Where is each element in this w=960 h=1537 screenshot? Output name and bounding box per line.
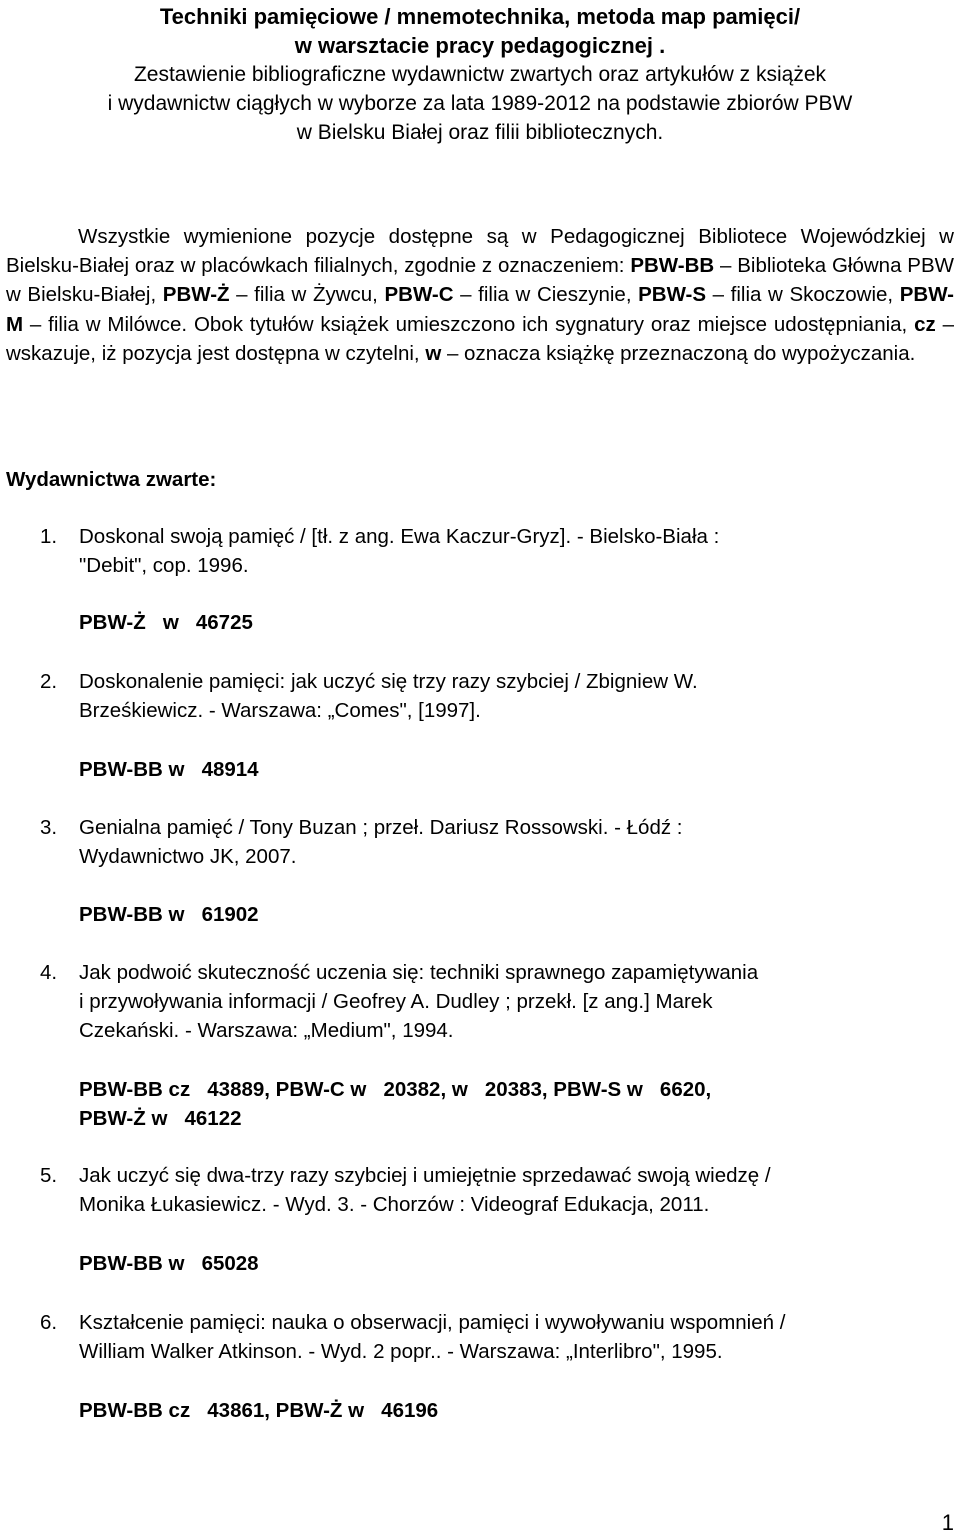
citation-line: Monika Łukasiewicz. - Wyd. 3. - Chorzów : Videograf Edukacja, 2011. bbox=[79, 1193, 710, 1217]
entry-locations bbox=[79, 1249, 959, 1278]
document-title-line: Techniki pamięciowe / mnemotechnika, metoda map pamięci/ bbox=[159, 4, 801, 29]
location-line: PBW-BB w 61902 bbox=[79, 903, 259, 926]
intro-text: – filia w Skoczowie, bbox=[706, 283, 900, 307]
document-header bbox=[10, 2, 950, 147]
entry-citation bbox=[79, 1161, 959, 1219]
citation-line: i przywoływania informacji / Geofrey A. Dudley ; przekł. [z ang.] Marek bbox=[79, 990, 713, 1014]
intro-text: – filia w Milówce. Obok tytułów książek umieszczono ich sygnatury oraz miejsce udostępniania, bbox=[23, 312, 915, 336]
citation-line: Genialna pamięć / Tony Buzan ; przeł. Dariusz Rossowski. - Łódź : bbox=[79, 816, 683, 839]
intro-text: Wszystkie wymienione pozycje dostępne są w Pedagogicznej Bibliotece Wojewódzkiej w Bielsku-Białej oraz w placówkach filialnych, zgodnie z oznaczeniem: bbox=[6, 225, 954, 278]
code-pbw-z: PBW-Ż bbox=[162, 283, 230, 307]
citation-line: Wydawnictwo JK, 2007. bbox=[79, 845, 297, 869]
entry-locations bbox=[79, 1075, 959, 1133]
code-w: w bbox=[425, 341, 442, 365]
entry-number: 2. bbox=[40, 670, 58, 693]
entry-number: 4. bbox=[40, 961, 58, 984]
location-line: PBW-BB cz 43889, PBW-C w 20382, w 20383, PBW-S w 6620, bbox=[79, 1078, 712, 1101]
document-subtitle-line: w Bielsku Białej oraz filii bibliotecznych. bbox=[296, 121, 664, 144]
citation-line: Jak podwoić skuteczność uczenia się: techniki sprawnego zapamiętywania bbox=[79, 961, 759, 984]
entry-citation bbox=[79, 667, 959, 725]
code-pbw-s: PBW-S bbox=[638, 283, 707, 307]
entry-number: 1. bbox=[40, 525, 58, 548]
citation-line: William Walker Atkinson. - Wyd. 2 popr.. - Warszawa: „Interlibro", 1995. bbox=[79, 1340, 723, 1364]
entry-number: 6. bbox=[40, 1311, 58, 1334]
intro-text: – oznacza książkę przeznaczoną do wypożyczania. bbox=[441, 341, 916, 365]
document-title-line: w warsztacie pracy pedagogicznej . bbox=[294, 33, 666, 58]
entry-citation bbox=[79, 958, 959, 1046]
entry-citation bbox=[79, 813, 959, 871]
entry-locations bbox=[79, 755, 959, 784]
page-number: 1 bbox=[941, 1510, 954, 1535]
entry-citation bbox=[79, 522, 959, 580]
citation-line: Jak uczyć się dwa-trzy razy szybciej i umiejętnie sprzedawać swoją wiedzę / bbox=[79, 1164, 771, 1187]
citation-line: "Debit", cop. 1996. bbox=[79, 554, 249, 578]
citation-line: Brześkiewicz. - Warszawa: „Comes", [1997]. bbox=[79, 699, 481, 723]
location-line: PBW-BB w 65028 bbox=[79, 1252, 259, 1275]
entry-citation bbox=[79, 1308, 959, 1366]
location-line: PBW-BB w 48914 bbox=[79, 758, 259, 781]
intro-paragraph bbox=[6, 222, 954, 368]
intro-text: – wskazuje, iż pozycja jest dostępna w czytelni, bbox=[6, 312, 954, 365]
citation-line: Doskonal swoją pamięć / [tł. z ang. Ewa Kaczur-Gryz]. - Bielsko-Biała : bbox=[79, 525, 720, 548]
intro-text: – filia w Żywcu, bbox=[229, 283, 385, 307]
document-subtitle-line: Zestawienie bibliograficzne wydawnictw zwartych oraz artykułów z książek bbox=[133, 63, 827, 86]
location-line: PBW-Ż w 46122 bbox=[79, 1107, 242, 1131]
entry-number: 3. bbox=[40, 816, 58, 839]
code-pbw-c: PBW-C bbox=[384, 283, 454, 307]
location-line: PBW-Ż w 46725 bbox=[79, 611, 253, 634]
citation-line: Kształcenie pamięci: nauka o obserwacji, pamięci i wywoływaniu wspomnień / bbox=[79, 1311, 786, 1334]
entry-locations bbox=[79, 900, 959, 929]
code-pbw-m: PBW-M bbox=[6, 283, 954, 336]
citation-line: Czekański. - Warszawa: „Medium", 1994. bbox=[79, 1019, 454, 1043]
entry-locations bbox=[79, 608, 959, 637]
code-cz: cz bbox=[914, 312, 936, 336]
intro-text: – Biblioteka Główna PBW w Bielsku-Białej, bbox=[6, 254, 954, 307]
entry-number: 5. bbox=[40, 1164, 58, 1187]
location-line: PBW-BB cz 43861, PBW-Ż w 46196 bbox=[79, 1399, 439, 1422]
code-pbw-bb: PBW-BB bbox=[630, 254, 715, 278]
entry-locations bbox=[79, 1396, 959, 1425]
document-subtitle-line: i wydawnictw ciągłych w wyborze za lata 1989-2012 na podstawie zbiorów PBW bbox=[107, 92, 853, 115]
section-heading: Wydawnictwa zwarte: bbox=[6, 468, 217, 491]
intro-text: – filia w Cieszynie, bbox=[453, 283, 639, 307]
citation-line: Doskonalenie pamięci: jak uczyć się trzy razy szybciej / Zbigniew W. bbox=[79, 670, 698, 693]
